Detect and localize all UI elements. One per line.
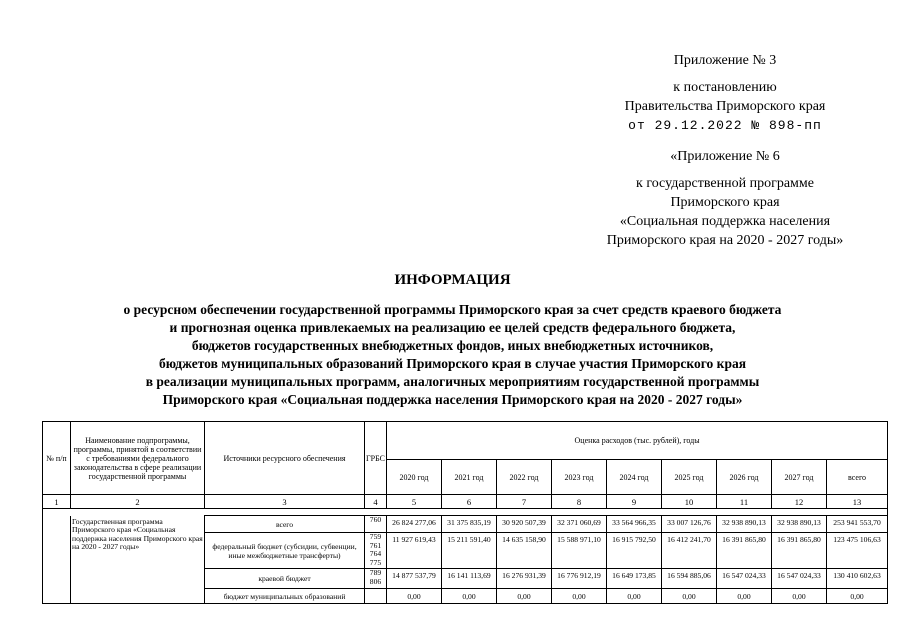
column-number: 4 xyxy=(365,495,387,509)
column-number: 2 xyxy=(71,495,205,509)
value-cell: 0,00 xyxy=(497,589,552,604)
header-year: 2027 год xyxy=(772,460,827,495)
value-cell: 0,00 xyxy=(607,589,662,604)
source-cell: всего xyxy=(205,516,365,533)
value-cell: 16 915 792,50 xyxy=(607,533,662,569)
value-cell: 16 391 865,80 xyxy=(772,533,827,569)
value-cell: 16 649 173,85 xyxy=(607,569,662,589)
appendix-number: Приложение № 3 xyxy=(673,53,777,68)
grbs-cell: 789 806 xyxy=(365,569,387,589)
appendix-6-region-line: Приморского края xyxy=(670,195,780,210)
source-cell: бюджет муниципальных образований xyxy=(205,589,365,604)
value-cell: 130 410 602,63 xyxy=(827,569,888,589)
column-number: 7 xyxy=(497,495,552,509)
value-cell: 15 588 971,10 xyxy=(552,533,607,569)
column-number: 3 xyxy=(205,495,365,509)
header-year: 2020 год xyxy=(387,460,442,495)
value-cell: 0,00 xyxy=(552,589,607,604)
value-cell: 0,00 xyxy=(442,589,497,604)
column-number: 12 xyxy=(772,495,827,509)
appendix-ref-line: к постановлению xyxy=(673,80,777,95)
header-source: Источники ресурсного обеспечения xyxy=(205,422,365,495)
column-number: 1 xyxy=(43,495,71,509)
value-cell: 0,00 xyxy=(662,589,717,604)
program-name-cell: Государственная программа Приморского края «Социальная поддержка населения Приморского края на 2020 - 2027 годы» xyxy=(71,516,205,604)
header-total: всего xyxy=(827,460,888,495)
appendix-date-line: от 29.12.2022 № 898-пп xyxy=(628,118,822,133)
subtitle-line: бюджетов муниципальных образований Приморского края в случае участия Приморского края xyxy=(159,356,746,371)
header-year: 2023 год xyxy=(552,460,607,495)
value-cell: 16 141 113,69 xyxy=(442,569,497,589)
subtitle-line: бюджетов государственных внебюджетных фондов, иных внебюджетных источников, xyxy=(191,338,714,353)
appendix-6-ref-line: к государственной программе xyxy=(636,176,814,191)
value-cell: 14 635 158,90 xyxy=(497,533,552,569)
value-cell: 16 547 024,33 xyxy=(717,569,772,589)
appendix-block xyxy=(560,51,890,135)
spacer-row xyxy=(43,509,888,516)
value-cell: 0,00 xyxy=(772,589,827,604)
value-cell: 33 007 126,76 xyxy=(662,516,717,533)
value-cell: 32 938 890,13 xyxy=(717,516,772,533)
value-cell: 15 211 591,40 xyxy=(442,533,497,569)
header-year: 2021 год xyxy=(442,460,497,495)
column-number: 9 xyxy=(607,495,662,509)
appendix-6-number: «Приложение № 6 xyxy=(670,149,780,164)
source-cell: краевой бюджет xyxy=(205,569,365,589)
column-number-row xyxy=(43,495,888,509)
document-title: ИНФОРМАЦИЯ xyxy=(394,272,511,288)
value-cell: 16 412 241,70 xyxy=(662,533,717,569)
value-cell: 26 824 277,06 xyxy=(387,516,442,533)
header-estimate: Оценка расходов (тыс. рублей), годы xyxy=(387,422,888,460)
value-cell: 16 776 912,19 xyxy=(552,569,607,589)
header-grbs: ГРБС xyxy=(365,422,387,495)
value-cell: 31 375 835,19 xyxy=(442,516,497,533)
grbs-cell: 759 761 764 775 xyxy=(365,533,387,569)
value-cell: 16 547 024,33 xyxy=(772,569,827,589)
value-cell: 253 941 553,70 xyxy=(827,516,888,533)
value-cell: 16 276 931,39 xyxy=(497,569,552,589)
subtitle-line: Приморского края «Социальная поддержка населения Приморского края на 2020 - 2027 годы» xyxy=(162,392,743,407)
value-cell: 32 371 060,69 xyxy=(552,516,607,533)
value-cell: 0,00 xyxy=(387,589,442,604)
appendix-government-line: Правительства Приморского края xyxy=(624,99,826,114)
value-cell: 33 564 966,35 xyxy=(607,516,662,533)
header-name: Наименование подпрограммы, программы, принятой в соответствии с требованиями федерального законодательства в сфере реализации государственной программы xyxy=(71,422,205,495)
grbs-cell xyxy=(365,589,387,604)
value-cell: 16 391 865,80 xyxy=(717,533,772,569)
column-number: 5 xyxy=(387,495,442,509)
column-number: 10 xyxy=(662,495,717,509)
value-cell: 0,00 xyxy=(827,589,888,604)
appendix-6-block xyxy=(560,147,890,250)
column-number: 6 xyxy=(442,495,497,509)
appendix-6-years-line: Приморского края на 2020 - 2027 годы» xyxy=(606,233,844,248)
header-year: 2022 год xyxy=(497,460,552,495)
resource-table xyxy=(42,421,888,604)
row-number-cell xyxy=(43,516,71,604)
value-cell: 11 927 619,43 xyxy=(387,533,442,569)
value-cell: 30 920 507,39 xyxy=(497,516,552,533)
subtitle-line: о ресурсном обеспечении государственной программы Приморского края за счет средств краевого бюджета xyxy=(123,302,782,317)
document-subtitle xyxy=(40,301,865,409)
column-number: 8 xyxy=(552,495,607,509)
value-cell: 16 594 885,06 xyxy=(662,569,717,589)
appendix-6-program-line: «Социальная поддержка населения xyxy=(619,214,831,229)
header-year: 2024 год xyxy=(607,460,662,495)
header-year: 2025 год xyxy=(662,460,717,495)
header-year: 2026 год xyxy=(717,460,772,495)
subtitle-line: в реализации муниципальных программ, аналогичных мероприятиям государственной программы xyxy=(145,374,760,389)
value-cell: 32 938 890,13 xyxy=(772,516,827,533)
grbs-cell: 760 xyxy=(365,516,387,533)
value-cell: 14 877 537,79 xyxy=(387,569,442,589)
value-cell: 0,00 xyxy=(717,589,772,604)
source-cell: федеральный бюджет (субсидии, субвенции, иные межбюджетные трансферты) xyxy=(205,533,365,569)
column-number: 13 xyxy=(827,495,888,509)
value-cell: 123 475 106,63 xyxy=(827,533,888,569)
header-num: № п/п xyxy=(43,422,71,495)
subtitle-line: и прогнозная оценка привлекаемых на реализацию ее целей средств федерального бюджета, xyxy=(169,320,736,335)
column-number: 11 xyxy=(717,495,772,509)
table-row xyxy=(43,516,888,533)
